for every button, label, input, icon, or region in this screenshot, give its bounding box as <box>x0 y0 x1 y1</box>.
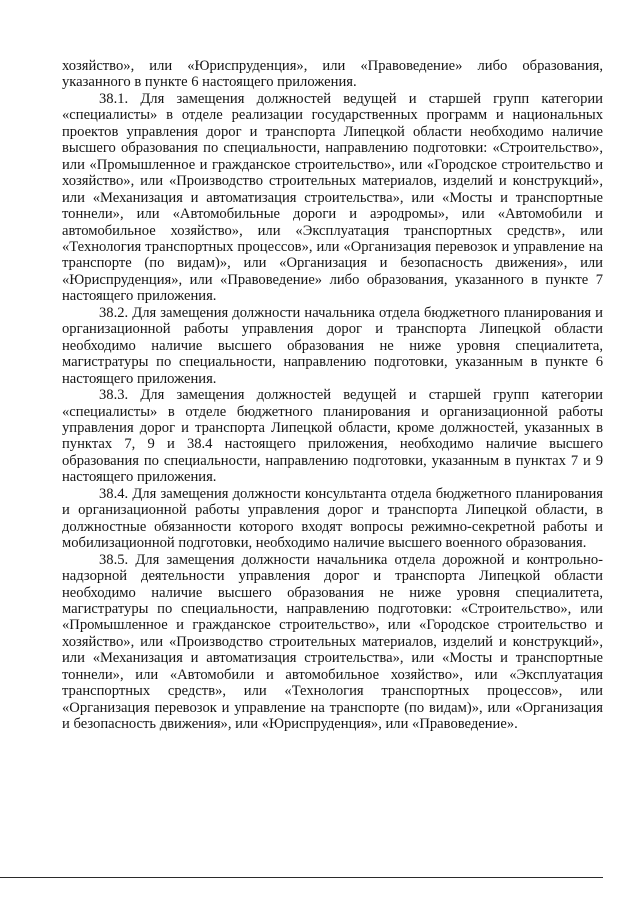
paragraph-38-4: 38.4. Для замещения должности консультанта отдела бюджетного планирования и организационной работы управления дорог и транспорта Липецкой области, в должностные обязанности которого входят вопросы режимно-секретной работы и мобилизационной подготовки, необходимо наличие высшего военного образования. <box>62 485 603 552</box>
paragraph-continuation: хозяйство», или «Юриспруденция», или «Правоведение» либо образования, указанного в пункте 6 настоящего приложения. <box>62 58 603 91</box>
paragraph-38-3: 38.3. Для замещения должностей ведущей и старшей групп категории «специалисты» в отделе бюджетного планирования и организационной работы управления дорог и транспорта Липецкой области, кроме должностей, указанных в пунктах 7, 9 и 38.4 настоящего приложения, необходимо наличие высшего образования по специальности, направлению подготовки, указанным в пунктах 7 и 9 настоящего приложения. <box>62 387 603 486</box>
paragraph-38-5: 38.5. Для замещения должности начальника отдела дорожной и контрольно-надзорной деятельности управления дорог и транспорта Липецкой области необходимо наличие высшего образования не ниже уровня специалитета, магистратуры по специальности, направлению подготовки: «Строительство», или «Промышленное и гражданское строительство», или «Городское строительство и хозяйство», или «Производство строительных материалов, изделий и конструкций», или «Механизация и автоматизация строительства», или «Мосты и транспортные тоннели», или «Автомобили и автомобильное хозяйство», или «Эксплуатация транспортных средств», или «Технология транспортных процессов», или «Организация перевозок и управление на транспорте (по видам)», или «Организация и безопасность движения», или «Юриспруденция», или «Правоведение». <box>62 551 603 733</box>
paragraph-38-2: 38.2. Для замещения должности начальника отдела бюджетного планирования и организационной работы управления дорог и транспорта Липецкой области необходимо наличие высшего образования не ниже уровня специалитета, магистратуры по специальности, направлению подготовки, указанным в пункте 6 настоящего приложения. <box>62 304 603 387</box>
footer-divider <box>0 877 603 878</box>
document-body <box>62 58 603 733</box>
paragraph-38-1: 38.1. Для замещения должностей ведущей и старшей групп категории «специалисты» в отделе реализации государственных программ и национальных проектов управления дорог и транспорта Липецкой области необходимо наличие высшего образования по специальности, направлению подготовки: «Строительство», или «Промышленное и гражданское строительство», или «Городское строительство и хозяйство», или «Производство строительных материалов, изделий и конструкций», или «Механизация и автоматизация строительства», или «Мосты и транспортные тоннели», или «Автомобильные дороги и аэродромы», или «Автомобили и автомобильное хозяйство», или «Эксплуатация транспортных средств», или «Технология транспортных процессов», или «Организация перевозок и управление на транспорте (по видам)», или «Организация и безопасность движения», или «Юриспруденция», или «Правоведение» либо образования, указанного в пункте 7 настоящего приложения. <box>62 90 603 305</box>
